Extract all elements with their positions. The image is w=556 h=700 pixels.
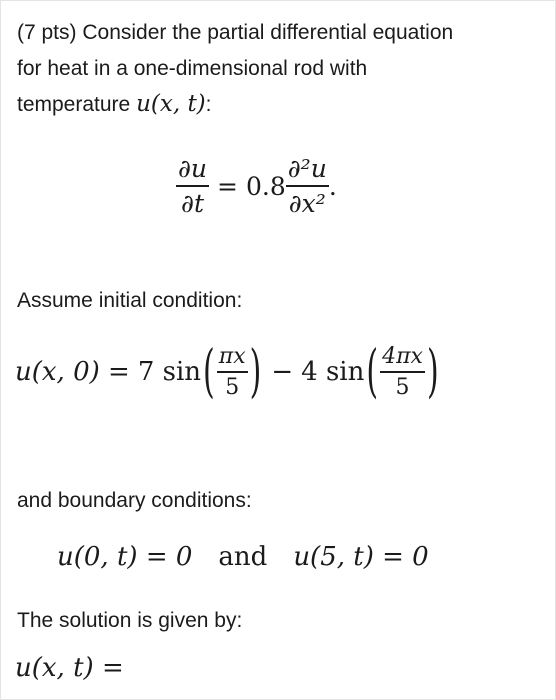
initial-condition xyxy=(15,337,441,407)
initial-lhs: u(x, 0) = xyxy=(15,357,130,387)
temperature-function: u(x, t) xyxy=(136,91,206,117)
lhs-denominator: ∂t xyxy=(181,188,204,218)
rhs-denominator: ∂x² xyxy=(288,188,326,218)
fraction-2-bar xyxy=(380,371,425,373)
rhs-numerator: ∂²u xyxy=(287,154,327,184)
initial-fraction-1 xyxy=(217,344,248,400)
lhs-fraction-bar xyxy=(176,185,209,187)
initial-condition-label: Assume initial condition: xyxy=(17,289,243,312)
right-paren-2: ) xyxy=(426,338,439,406)
pde-coefficient: 0.8 xyxy=(245,171,286,201)
intro-line-3 xyxy=(17,87,212,122)
fraction-2-numerator: 4πx xyxy=(382,344,423,370)
initial-fraction-2 xyxy=(380,344,425,400)
initial-term-1-coef: 7 sin xyxy=(137,357,202,387)
solution-lhs xyxy=(15,653,124,683)
fraction-1-denominator: 5 xyxy=(225,374,240,400)
solution-answer-area[interactable] xyxy=(156,651,546,691)
boundary-conditions xyxy=(57,535,429,579)
rhs-fraction xyxy=(286,154,329,218)
boundary-left: u(0, t) = 0 xyxy=(57,542,193,572)
intro-line-3-text: temperature xyxy=(17,93,137,116)
lhs-numerator: ∂u xyxy=(178,154,208,184)
pde-equals: = xyxy=(217,171,238,201)
intro-line-1: (7 pts) Consider the partial differential equation xyxy=(17,21,454,44)
heat-equation xyxy=(176,141,337,231)
right-paren-1: ) xyxy=(249,338,262,406)
initial-minus: − xyxy=(271,357,294,387)
solution-lhs-text: u(x, t) = xyxy=(15,653,124,683)
initial-term-2-coef: 4 sin xyxy=(301,357,365,387)
left-paren-1: ( xyxy=(203,338,215,406)
left-paren-2: ( xyxy=(366,338,379,406)
fraction-1-numerator: πx xyxy=(218,344,246,370)
fraction-1-bar xyxy=(217,371,248,373)
boundary-conditions-label: and boundary conditions: xyxy=(17,489,252,512)
pde-period: . xyxy=(328,171,337,201)
solution-label: The solution is given by: xyxy=(17,609,243,632)
fraction-2-denominator: 5 xyxy=(395,374,410,400)
rhs-fraction-bar xyxy=(286,185,329,187)
lhs-fraction xyxy=(176,154,209,218)
boundary-right: u(5, t) = 0 xyxy=(293,542,429,572)
boundary-and: and xyxy=(218,542,268,572)
intro-line-3-end: : xyxy=(205,93,212,116)
intro-line-2: for heat in a one-dimensional rod with xyxy=(17,57,368,80)
